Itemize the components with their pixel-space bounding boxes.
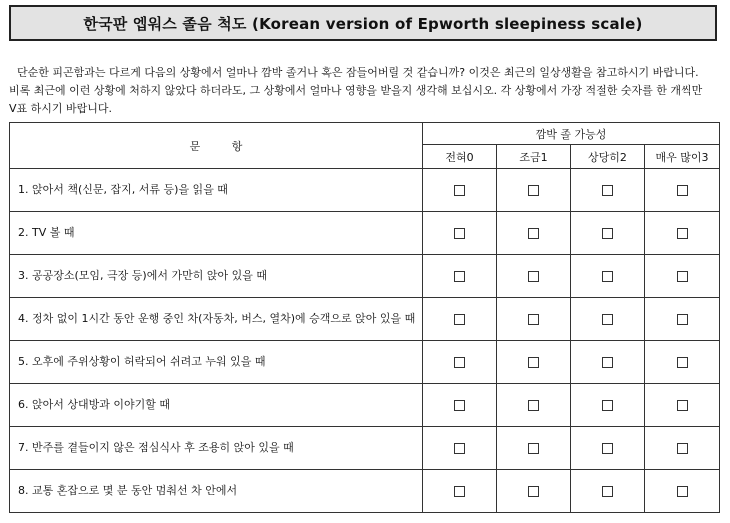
item-text: 8. 교통 혼잡으로 몇 분 동안 멈춰선 차 안에서 [10,470,423,513]
item-text: 2. TV 볼 때 [10,212,423,255]
checkbox-high[interactable] [677,443,688,454]
checkbox-high[interactable] [677,357,688,368]
checkbox-moderate[interactable] [602,185,613,196]
option-cell-moderate [571,470,645,513]
option-cell-never [423,298,497,341]
checkbox-slight[interactable] [528,486,539,497]
table-row [10,341,720,384]
item-text: 3. 공공장소(모임, 극장 등)에서 가만히 앉아 있을 때 [10,255,423,298]
question-column-header: 문 항 [10,123,423,169]
option-cell-slight [497,341,571,384]
option-cell-slight [497,298,571,341]
option-cell-slight [497,212,571,255]
checkbox-slight[interactable] [528,443,539,454]
checkbox-high[interactable] [677,314,688,325]
checkbox-never[interactable] [454,443,465,454]
option-cell-high [645,470,720,513]
option-cell-slight [497,384,571,427]
table-row [10,255,720,298]
option-header-slight: 조금1 [497,145,571,169]
option-cell-slight [497,169,571,212]
option-cell-high [645,298,720,341]
option-cell-high [645,255,720,298]
option-cell-high [645,169,720,212]
checkbox-moderate[interactable] [602,228,613,239]
table-row [10,298,720,341]
items-body [10,169,720,513]
checkbox-moderate[interactable] [602,400,613,411]
option-cell-never [423,384,497,427]
option-cell-high [645,341,720,384]
option-cell-moderate [571,169,645,212]
option-cell-never [423,341,497,384]
title-text: 한국판 엡워스 졸음 척도 (Korean version of Epworth sleepiness scale) [83,14,643,33]
option-cell-moderate [571,341,645,384]
option-cell-moderate [571,427,645,470]
checkbox-slight[interactable] [528,400,539,411]
checkbox-high[interactable] [677,185,688,196]
checkbox-never[interactable] [454,486,465,497]
item-text: 5. 오후에 주위상황이 허락되어 쉬려고 누워 있을 때 [10,341,423,384]
instructions-paragraph: 단순한 피곤함과는 다르게 다음의 상황에서 얼마나 깜박 졸거나 혹은 잠들어버릴 것 같습니까? 이것은 최근의 일상생활을 참고하시기 바랍니다. 비록 최근에 이런 상황에 처하지 않았다 하더라도, 그 상황에서 얼마나 영향을 받을지 생각해 보십시오. 각 상황에서 가장 적절한 숫자를 한 개씩만 V표 하시기 바랍니다. [9,66,703,115]
checkbox-never[interactable] [454,228,465,239]
checkbox-slight[interactable] [528,271,539,282]
option-cell-slight [497,255,571,298]
item-text: 6. 앉아서 상대방과 이야기할 때 [10,384,423,427]
option-cell-high [645,212,720,255]
table-row [10,384,720,427]
page-title [9,5,717,41]
checkbox-slight[interactable] [528,185,539,196]
checkbox-slight[interactable] [528,228,539,239]
option-header-high: 매우 많이3 [645,145,720,169]
checkbox-moderate[interactable] [602,486,613,497]
probability-group-header: 깜박 졸 가능성 [423,123,720,145]
checkbox-moderate[interactable] [602,357,613,368]
checkbox-never[interactable] [454,271,465,282]
checkbox-never[interactable] [454,314,465,325]
option-cell-moderate [571,255,645,298]
option-cell-never [423,169,497,212]
checkbox-never[interactable] [454,357,465,368]
option-header-moderate: 상당히2 [571,145,645,169]
item-text: 4. 정차 없이 1시간 동안 운행 중인 차(자동차, 버스, 열차)에 승객으로 앉아 있을 때 [10,298,423,341]
sleepiness-scale-table [9,122,720,513]
checkbox-moderate[interactable] [602,271,613,282]
option-cell-slight [497,427,571,470]
item-text: 1. 앉아서 책(신문, 잡지, 서류 등)을 읽을 때 [10,169,423,212]
option-cell-never [423,427,497,470]
checkbox-high[interactable] [677,271,688,282]
option-cell-moderate [571,384,645,427]
checkbox-high[interactable] [677,228,688,239]
option-cell-never [423,470,497,513]
table-row [10,169,720,212]
option-cell-moderate [571,298,645,341]
table-row [10,212,720,255]
checkbox-slight[interactable] [528,314,539,325]
checkbox-never[interactable] [454,400,465,411]
checkbox-moderate[interactable] [602,443,613,454]
option-header-never: 전혀0 [423,145,497,169]
checkbox-high[interactable] [677,486,688,497]
item-text: 7. 반주를 곁들이지 않은 점심식사 후 조용히 앉아 있을 때 [10,427,423,470]
option-cell-high [645,427,720,470]
option-cell-slight [497,470,571,513]
table-row [10,427,720,470]
checkbox-moderate[interactable] [602,314,613,325]
checkbox-never[interactable] [454,185,465,196]
checkbox-slight[interactable] [528,357,539,368]
option-cell-high [645,384,720,427]
checkbox-high[interactable] [677,400,688,411]
table-row [10,470,720,513]
option-cell-never [423,212,497,255]
option-cell-never [423,255,497,298]
option-cell-moderate [571,212,645,255]
